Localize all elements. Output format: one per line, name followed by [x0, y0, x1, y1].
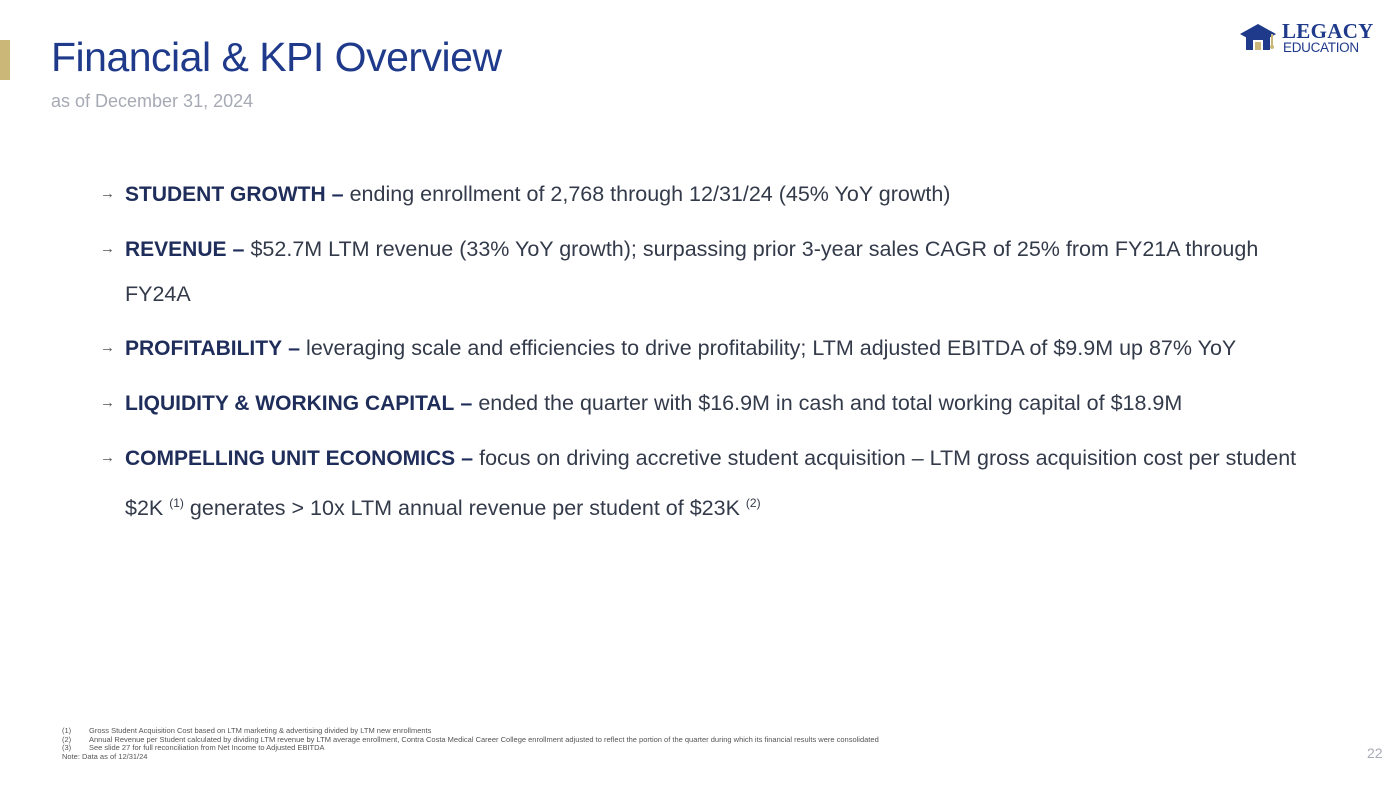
kpi-bullet-list [100, 172, 1310, 540]
bullet-dash: – [232, 237, 245, 261]
page-subtitle: as of December 31, 2024 [51, 91, 254, 111]
legacy-education-logo [1238, 20, 1378, 60]
page-title: Financial & KPI Overview [51, 34, 502, 80]
footnote-3 [62, 744, 879, 753]
footnote-text: See slide 27 for full reconciliation from Net Income to Adjusted EBITDA [89, 743, 325, 752]
logo-word-legacy: LEGACY [1282, 19, 1374, 43]
footnote-text: Note: Data as of 12/31/24 [62, 751, 148, 761]
footnote-ref-1: (1) [169, 496, 184, 510]
logo-word-education: EDUCATION [1283, 40, 1359, 55]
bullet-text: leveraging scale and efficiencies to drive profitability; LTM adjusted EBITDA of $9.9M up 87% YoY [306, 336, 1237, 360]
bullet-heading: COMPELLING UNIT ECONOMICS [125, 447, 456, 470]
bullet-dash: – [461, 446, 474, 470]
graduation-cap-house-icon [1238, 22, 1278, 61]
bullet-text-part-a: focus on driving accretive student acquisition – LTM gross acquisition cost per student $2K [125, 446, 1297, 520]
footnote-number: (1) [62, 726, 72, 735]
footnote-number: (3) [62, 743, 72, 752]
bullet-revenue [100, 227, 1310, 316]
footnote-text: Annual Revenue per Student calculated by dividing LTM revenue by LTM average enrollment, Contra Costa Medical Career College enrollment adjusted to reflect the portion of the quarter during which its financial results were consolidated [89, 734, 879, 744]
bullet-text: ending enrollment of 2,768 through 12/31/24 (45% YoY growth) [349, 182, 951, 206]
bullet-dash: – [288, 336, 301, 360]
footnote-text: Gross Student Acquisition Cost based on LTM marketing & advertising divided by LTM new enrollments [89, 726, 432, 735]
title-accent-bar [0, 40, 10, 80]
footnote-number: (2) [62, 734, 72, 744]
arrow-icon: → [100, 394, 115, 411]
bullet-text-part-b: generates > 10x LTM annual revenue per student of $23K [189, 496, 740, 520]
bullet-profitability [100, 326, 1310, 371]
bullet-liquidity [100, 381, 1310, 426]
arrow-icon: → [100, 449, 115, 466]
bullet-heading: REVENUE [125, 238, 227, 261]
bullet-dash: – [460, 391, 473, 415]
footnote-ref-2: (2) [745, 496, 761, 510]
bullet-heading: STUDENT GROWTH [125, 183, 326, 206]
bullet-heading: PROFITABILITY [125, 337, 283, 360]
bullet-text: ended the quarter with $16.9M in cash and total working capital of $18.9M [478, 391, 1183, 415]
arrow-icon: → [100, 240, 115, 257]
arrow-icon: → [100, 339, 115, 356]
bullet-heading: LIQUIDITY & WORKING CAPITAL [125, 392, 455, 415]
bullet-dash: – [331, 182, 344, 206]
page-number: 22 [1367, 745, 1383, 761]
footnotes [62, 727, 879, 761]
bullet-student-growth [100, 172, 1310, 217]
bullet-unit-economics [100, 436, 1310, 530]
footnote-note [62, 753, 879, 762]
arrow-icon: → [100, 185, 115, 202]
bullet-text: $52.7M LTM revenue (33% YoY growth); surpassing prior 3-year sales CAGR of 25% from FY21A through FY24A [125, 237, 1259, 306]
